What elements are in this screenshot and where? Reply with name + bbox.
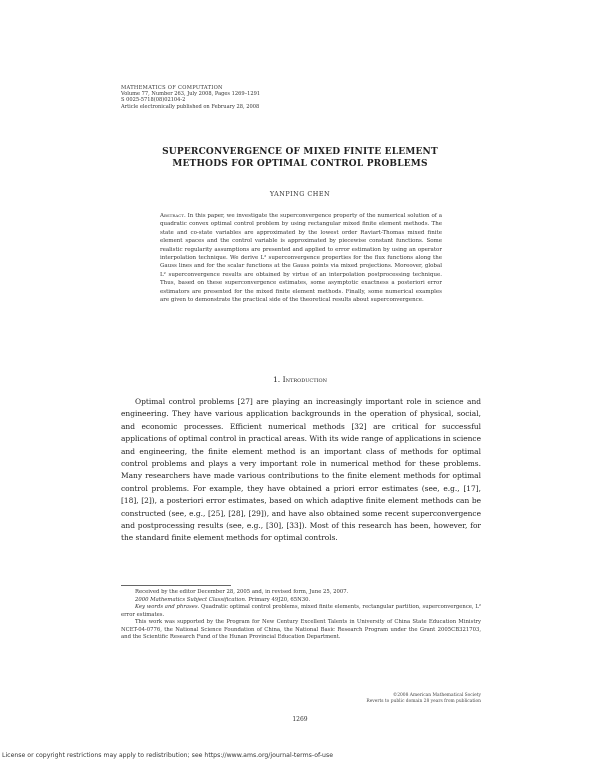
- abstract-label: Abstract.: [160, 213, 186, 219]
- support-note: This work was supported by the Program for New Century Excellent Talents in University of China State Education Ministry NCET-04-0776, the National Science Foundation of China, the National Basic Research Program under the Grant 2005CB321703, and the Scientific Research Fund of the Hunan Provincial Education Department.: [121, 619, 481, 640]
- author-name: YANPING CHEN: [269, 190, 331, 198]
- msc-label: 2000 Mathematics Subject Classification.: [135, 596, 247, 603]
- keywords-label: Key words and phrases.: [135, 604, 200, 610]
- page-number: 1269: [292, 716, 308, 723]
- abstract-text: In this paper, we investigate the superconvergence property of the numerical solution of a quadratic convex optimal control problem by using rectangular mixed finite element methods. The state and co-state variables are approximated by the lowest order Raviart-Thomas mixed finite element spaces and the control variable is approximated by piecewise constant functions. Some realistic regularity assumptions are presented and applied to error estimation by using an operator interpolation technique. We derive L² superconvergence properties for the flux functions along the Gauss lines and for the scalar functions at the Gauss points via mixed projections. Moreover, global L² superconvergence results are obtained by virtue of an interpolation postprocessing technique. Thus, based on these superconvergence estimates, some asymptotic exactness a posteriori error estimators are presented for the mixed finite element methods. Finally, some numerical examples are given to demonstrate the practical side of the theoretical results about superconvergence.: [160, 213, 442, 304]
- copyright-notice: [320, 693, 481, 705]
- introduction-text: Optimal control problems [27] are playing an increasingly important role in science and engineering. They have various application backgrounds in the operation of physical, social, and economic processes. Efficient numerical methods [32] are critical for successful applications of optimal control in practical areas. With its wide range of applications in science and engineering, the finite element method is an important class of methods for optimal control problems and plays a very important role in numerical method for these problems. Many researchers have made various contributions to the finite element methods for optimal control problems. For example, they have obtained a priori error estimates (see, e.g., [17], [18], [2]), a posteriori error estimates, based on which adaptive finite element methods can be constructed (see, e.g., [25], [28], [29]), and have also obtained some recent superconvergence and postprocessing results (see, e.g., [30], [33]). Most of this research has been, however, for the standard finite element methods for optimal controls.: [121, 397, 481, 543]
- msc-note: [121, 597, 481, 605]
- title-line-1: SUPERCONVERGENCE OF MIXED FINITE ELEMENT: [162, 147, 438, 157]
- keywords-note: [121, 604, 481, 619]
- volume-line: Volume 77, Number 263, July 2008, Pages 1269–1291: [121, 91, 261, 98]
- section-number: 1.: [272, 375, 281, 384]
- paper-title: [110, 146, 490, 170]
- copyright-line-1: ©2008 American Mathematical Society: [392, 693, 481, 698]
- copyright-line-2: Reverts to public domain 28 years from publication: [366, 699, 481, 705]
- footnote-rule: [121, 585, 231, 586]
- abstract: [160, 212, 442, 304]
- msc-value: Primary 49J20, 65N30.: [248, 596, 311, 603]
- electronic-publication-line: Article electronically published on February 28, 2008: [121, 103, 260, 110]
- journal-header: [121, 85, 421, 110]
- journal-name: MATHEMATICS OF COMPUTATION: [121, 85, 223, 91]
- introduction-paragraph: [121, 396, 481, 545]
- title-line-2: METHODS FOR OPTIMAL CONTROL PROBLEMS: [172, 159, 428, 169]
- footnotes: [121, 589, 481, 642]
- section-heading: [120, 375, 480, 384]
- received-note: Received by the editor December 28, 2005 and, in revised form, June 25, 2007.: [135, 589, 349, 595]
- issn-line: S 0025-5718(08)02104-2: [121, 97, 186, 104]
- keywords-value: Quadratic optimal control problems, mixed finite elements, rectangular partition, superconvergence, L² error estimates.: [121, 604, 481, 618]
- section-title: Introduction: [282, 375, 328, 384]
- license-notice: License or copyright restrictions may apply to redistribution; see https://www.ams.org/journal-terms-of-use: [2, 752, 333, 759]
